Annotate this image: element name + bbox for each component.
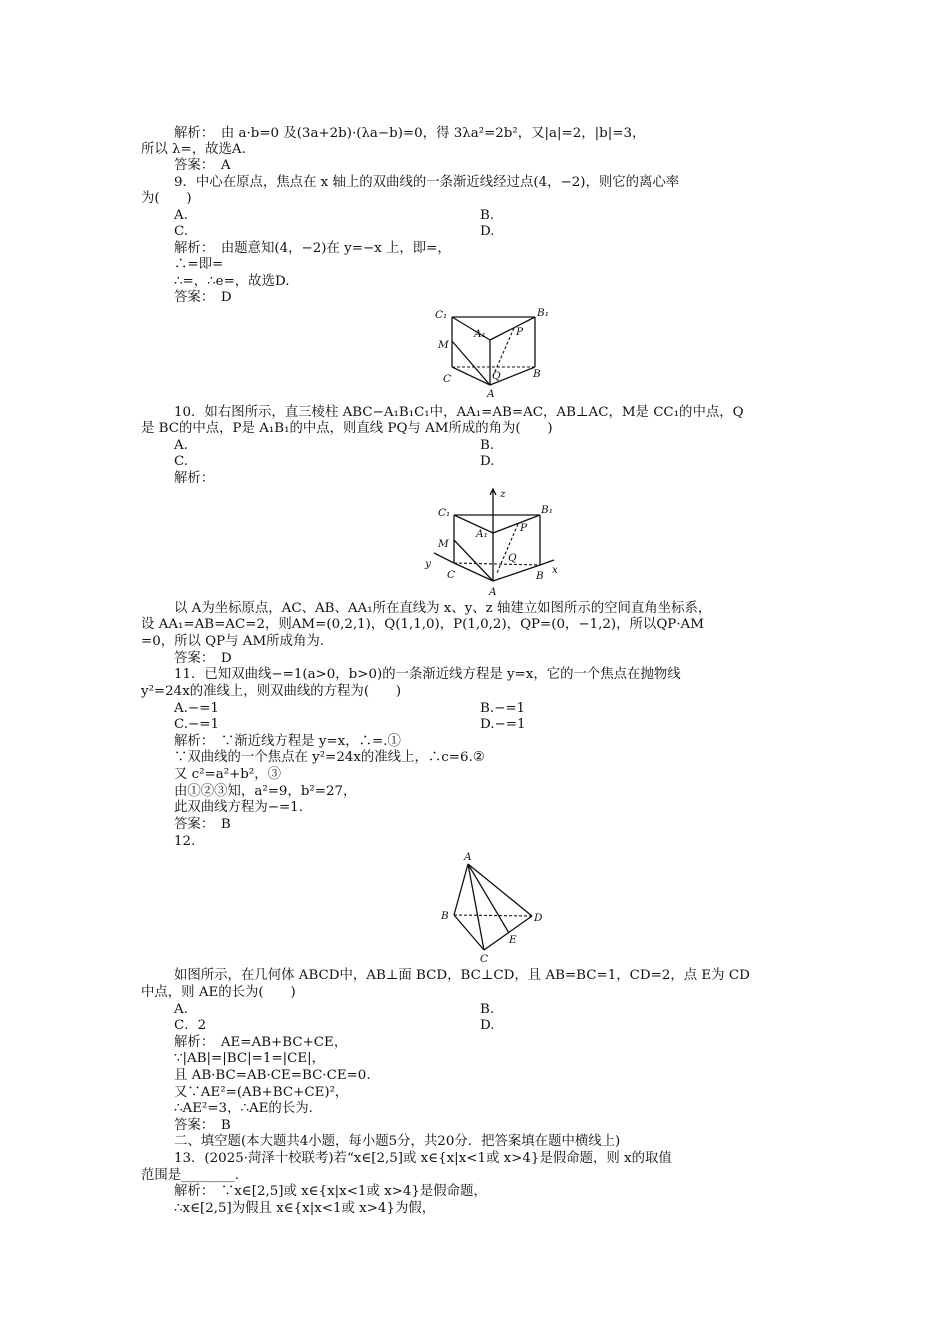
text-line: 为( ) — [141, 191, 192, 206]
label-c1: C₁ — [438, 507, 451, 519]
text-line: ∵|AB|=|BC|=1=|CE|， — [174, 1051, 326, 1066]
option-b: B.−=1 — [480, 701, 526, 716]
section-heading: 二、填空题(本大题共4小题，每小题5分，共20分．把答案填在题中横线上) — [174, 1134, 621, 1149]
text-line: ∴=即= — [174, 257, 224, 272]
label-d: D — [534, 912, 543, 924]
text-line: 又∵AE²=(AB+BC+CE)²， — [174, 1085, 349, 1100]
answer-line: 答案： B — [174, 817, 231, 832]
prism-axes-figure — [420, 485, 570, 597]
text-line: ∵双曲线的一个焦点在 y²=24x的准线上，∴c=6.② — [174, 750, 485, 765]
text-line: 解析： ∵x∈[2,5]或 x∈{x|x<1或 x>4}是假命题， — [174, 1184, 487, 1199]
label-b1: B₁ — [541, 504, 553, 516]
label-c: C — [447, 569, 456, 581]
option-c: C. — [174, 454, 189, 469]
label-a: A — [487, 388, 495, 400]
text-line: 且 AB·BC=AB·CE=BC·CE=0. — [174, 1068, 371, 1083]
label-c1: C₁ — [435, 309, 448, 321]
text-line: 以 A为坐标原点，AC、AB、AA₁所在直线为 x、y、z 轴建立如图所示的空间直角坐标系， — [174, 601, 712, 616]
text-line: y²=24x的准线上，则双曲线的方程为( ) — [141, 684, 402, 699]
label-b: B — [536, 570, 544, 582]
text-line: 又 c²=a²+b²，③ — [174, 767, 282, 782]
text-line: 设 AA₁=AB=AC=2，则AM=(0,2,1)，Q(1,1,0)，P(1,0,2)，QP=(0，−1,2)，所以QP·AM — [141, 617, 704, 632]
label-b: B — [533, 368, 541, 380]
question-10: 10．如右图所示，直三棱柱 ABC−A₁B₁C₁中，AA₁=AB=AC，AB⊥AC，M是 CC₁的中点，Q — [174, 405, 744, 420]
axis-label-x: x — [552, 564, 558, 576]
text-line: ∴AE²=3，∴AE的长为. — [174, 1101, 313, 1116]
option-c: C. — [174, 224, 189, 239]
text-line: ∴x∈[2,5]为假且 x∈{x|x<1或 x>4}为假， — [174, 1201, 436, 1216]
text-line: 解析： ∵渐近线方程是 y=x，∴=.① — [174, 734, 401, 749]
option-d: D. — [480, 224, 495, 239]
text-line: 如图所示，在几何体 ABCD中，AB⊥面 BCD，BC⊥CD，且 AB=BC=1，CD=2，点 E为 CD — [174, 968, 750, 983]
answer-line: 答案： D — [174, 290, 232, 305]
axis-label-z: z — [500, 488, 506, 500]
answer-line: 答案： D — [174, 651, 232, 666]
question-9: 9．中心在原点，焦点在 x 轴上的双曲线的一条渐近线经过点(4，−2)，则它的离心率 — [174, 175, 680, 190]
option-b: B. — [480, 208, 495, 223]
label-e: E — [509, 934, 517, 946]
label-a: A — [464, 851, 472, 863]
question-13: 13．(2025·菏泽十校联考)若“x∈[2,5]或 x∈{x|x<1或 x>4}是假命题，则 x的取值 — [174, 1151, 672, 1166]
label-c: C — [480, 953, 489, 965]
text-line: =0，所以 QP与 AM所成角为. — [141, 634, 325, 649]
label-m: M — [438, 538, 449, 550]
answer-line: 答案： B — [174, 1118, 231, 1133]
question-12: 12. — [174, 834, 196, 849]
label-p: P — [520, 522, 528, 534]
option-b: B. — [480, 438, 495, 453]
text-line: 解析： AE=AB+BC+CE， — [174, 1035, 348, 1050]
label-q: Q — [492, 370, 501, 382]
label-c: C — [443, 373, 452, 385]
question-11: 11．已知双曲线−=1(a>0，b>0)的一条渐近线方程是 y=x，它的一个焦点在抛物线 — [174, 667, 681, 682]
text-line: ∴=，∴e=，故选D. — [174, 274, 290, 289]
label-a1: A₁ — [474, 328, 486, 340]
label-b: B — [441, 910, 449, 922]
text-line: 由①②③知，a²=9，b²=27， — [174, 784, 357, 799]
option-c: C.−=1 — [174, 717, 219, 732]
answer-line: 答案： A — [174, 158, 231, 173]
text-line: 此双曲线方程为−=1. — [174, 800, 303, 815]
option-a: A.−=1 — [174, 701, 219, 716]
label-a1: A₁ — [476, 528, 488, 540]
option-a: A. — [174, 1002, 188, 1017]
text-line: 范围是________. — [141, 1168, 239, 1183]
option-d: D. — [480, 1018, 495, 1033]
label-p: P — [516, 326, 524, 338]
axis-label-y: y — [425, 558, 431, 570]
option-d: D.−=1 — [480, 717, 526, 732]
text-line: 解析： — [174, 471, 215, 486]
label-a: A — [489, 586, 497, 598]
text-line: 所以 λ=，故选A. — [141, 142, 246, 157]
text-line: 是 BC的中点，P是 A₁B₁的中点，则直线 PQ与 AM所成的角为( ) — [141, 421, 553, 436]
label-b1: B₁ — [537, 307, 549, 319]
label-q: Q — [508, 552, 517, 564]
option-b: B. — [480, 1002, 495, 1017]
text-line: 解析： 由 a·b=0 及(3a+2b)·(λa−b)=0，得 3λa²=2b²，又|a|=2，|b|=3， — [174, 126, 646, 141]
option-d: D. — [480, 454, 495, 469]
option-a: A. — [174, 208, 188, 223]
text-line: 解析： 由题意知(4，−2)在 y=−x 上，即=， — [174, 241, 451, 256]
text-line: 中点，则 AE的长为( ) — [141, 985, 296, 1000]
label-m: M — [438, 339, 449, 351]
option-a: A. — [174, 438, 188, 453]
option-c: C．2 — [174, 1018, 207, 1033]
tetrahedron-figure — [436, 848, 556, 966]
prism-figure — [430, 305, 560, 400]
